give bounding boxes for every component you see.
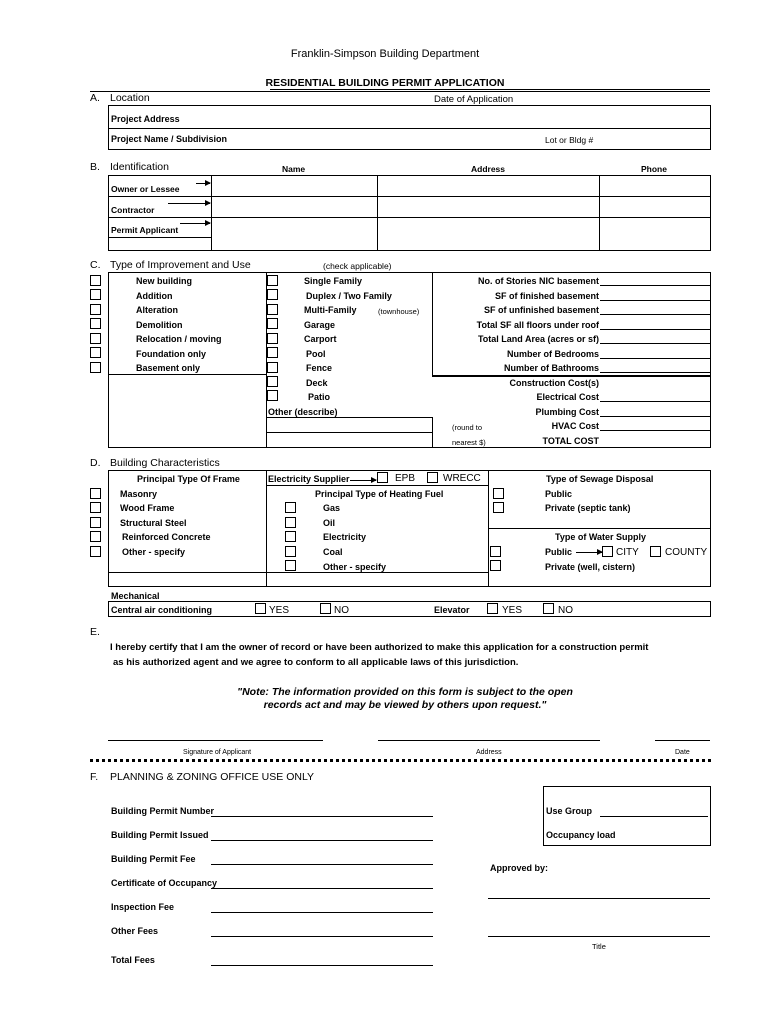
total-fees-field[interactable]: [211, 965, 433, 966]
id-label-rule-1: [108, 196, 211, 197]
electricity-supplier-label: Electricity Supplier: [268, 474, 350, 484]
garage-checkbox[interactable]: [267, 318, 278, 329]
project-name-label: Project Name / Subdivision: [111, 134, 228, 144]
coal-checkbox[interactable]: [285, 546, 296, 557]
central-air-label: Central air conditioning: [111, 605, 213, 615]
wood-frame-checkbox[interactable]: [90, 502, 101, 513]
patio-checkbox[interactable]: [267, 390, 278, 401]
section-d-title: Building Characteristics: [110, 457, 220, 469]
sewage-public-checkbox[interactable]: [493, 488, 504, 499]
inspection-fee-label: Inspection Fee: [111, 902, 175, 912]
other-row-2: [266, 432, 433, 433]
land-area-field[interactable]: [600, 343, 710, 344]
frame-other-checkbox[interactable]: [90, 546, 101, 557]
contractor-arrow-icon: [168, 203, 210, 204]
id-col-2: [377, 175, 378, 251]
permit-number-field[interactable]: [211, 816, 433, 817]
permit-fee-field[interactable]: [211, 864, 433, 865]
relocation-label: Relocation / moving: [136, 334, 222, 344]
multi-family-checkbox[interactable]: [267, 304, 278, 315]
pool-checkbox[interactable]: [267, 347, 278, 358]
air-yes-checkbox[interactable]: [255, 603, 266, 614]
wrecc-label: WRECC: [443, 473, 481, 484]
masonry-checkbox[interactable]: [90, 488, 101, 499]
signer-address-field[interactable]: [378, 740, 600, 741]
signature-field[interactable]: [108, 740, 323, 741]
construction-cost-label: Construction Cost(s): [509, 378, 599, 388]
epb-checkbox[interactable]: [377, 472, 388, 483]
wrecc-checkbox[interactable]: [427, 472, 438, 483]
county-label: COUNTY: [665, 547, 708, 558]
water-private-label: Private (well, cistern): [545, 562, 636, 572]
owner-arrow-icon: [196, 183, 210, 184]
check-applicable-note: (check applicable): [323, 261, 392, 271]
nearest-note: nearest $): [452, 438, 486, 447]
contractor-label: Contractor: [111, 205, 155, 215]
demolition-label: Demolition: [136, 320, 183, 330]
county-checkbox[interactable]: [650, 546, 661, 557]
relocation-checkbox[interactable]: [90, 333, 101, 344]
mechanical-label: Mechanical: [111, 591, 160, 601]
permit-issued-label: Building Permit Issued: [111, 830, 209, 840]
col-name-header: Name: [282, 164, 306, 174]
single-family-checkbox[interactable]: [267, 275, 278, 286]
alteration-label: Alteration: [136, 305, 179, 315]
title-rule: [270, 89, 710, 90]
owner-label: Owner or Lessee: [111, 184, 180, 194]
basement-rule: [108, 374, 266, 375]
bathrooms-label: Number of Bathrooms: [503, 363, 599, 373]
frame-other-rule: [108, 572, 266, 573]
certificate-label: Certificate of Occupancy: [111, 878, 218, 888]
frame-other-label: Other - specify: [122, 547, 186, 557]
bathrooms-field[interactable]: [600, 372, 710, 373]
note-line-1: "Note: The information provided on this form is subject to the open: [237, 686, 573, 698]
concrete-label: Reinforced Concrete: [122, 532, 211, 542]
gas-label: Gas: [323, 503, 341, 513]
other-describe-label: Other (describe): [268, 407, 338, 417]
steel-checkbox[interactable]: [90, 517, 101, 528]
sewage-public-label: Public: [545, 489, 573, 499]
project-address-label: Project Address: [111, 114, 180, 124]
unfinished-basement-label: SF of unfinished basement: [483, 305, 599, 315]
foundation-checkbox[interactable]: [90, 347, 101, 358]
air-yes-label: YES: [269, 605, 290, 616]
sewage-water-divider: [488, 528, 711, 529]
certification-line-2: as his authorized agent and we agree to conform to all applicable laws of this jurisdiction.: [113, 657, 519, 668]
title-caption: Title: [592, 942, 606, 951]
townhouse-note: (townhouse): [378, 307, 420, 316]
permit-fee-label: Building Permit Fee: [111, 854, 196, 864]
section-b-title: Identification: [110, 161, 169, 173]
patio-label: Patio: [308, 392, 331, 402]
single-family-label: Single Family: [304, 276, 363, 286]
city-checkbox[interactable]: [602, 546, 613, 557]
duplex-label: Duplex / Two Family: [306, 291, 392, 301]
air-no-label: NO: [334, 605, 349, 616]
duplex-checkbox[interactable]: [267, 289, 278, 300]
signature-caption: Signature of Applicant: [183, 749, 252, 756]
epb-label: EPB: [395, 473, 416, 484]
sewage-title: Type of Sewage Disposal: [546, 474, 654, 484]
demolition-checkbox[interactable]: [90, 318, 101, 329]
date-of-application-label: Date of Application: [434, 94, 514, 105]
applicant-arrow-icon: [180, 223, 210, 224]
section-c-letter: C.: [90, 259, 101, 271]
id-col-3: [599, 175, 600, 251]
water-title: Type of Water Supply: [555, 532, 647, 542]
stories-field[interactable]: [600, 285, 710, 286]
electrical-cost-field[interactable]: [600, 401, 710, 402]
total-cost-label: TOTAL COST: [542, 436, 599, 446]
elevator-yes-label: YES: [502, 605, 523, 616]
water-private-checkbox[interactable]: [490, 560, 501, 571]
form-title: RESIDENTIAL BUILDING PERMIT APPLICATION: [265, 77, 505, 89]
applicant-label: Permit Applicant: [111, 225, 179, 235]
fence-checkbox[interactable]: [267, 362, 278, 373]
permit-number-label: Building Permit Number: [111, 806, 215, 816]
total-sf-field[interactable]: [600, 329, 710, 330]
signature-date-field[interactable]: [655, 740, 710, 741]
section-e-letter: E.: [90, 626, 100, 638]
other-fees-field[interactable]: [211, 936, 433, 937]
basement-label: Basement only: [136, 363, 201, 373]
col-phone-header: Phone: [641, 164, 667, 174]
electricity-label: Electricity: [323, 532, 367, 542]
section-f-title: PLANNING & ZONING OFFICE USE ONLY: [110, 771, 315, 783]
date-caption: Date: [675, 749, 690, 756]
coal-label: Coal: [323, 547, 343, 557]
inspection-fee-field[interactable]: [211, 912, 433, 913]
bedrooms-field[interactable]: [600, 358, 710, 359]
finished-basement-field[interactable]: [600, 300, 710, 301]
electricity-checkbox[interactable]: [285, 531, 296, 542]
elevator-no-label: NO: [558, 605, 573, 616]
steel-label: Structural Steel: [120, 518, 187, 528]
supplier-arrow-icon: [350, 480, 376, 481]
garage-label: Garage: [304, 320, 336, 330]
section-b-letter: B.: [90, 161, 100, 173]
round-to-note: (round to: [452, 423, 483, 432]
approved-by-field[interactable]: [488, 898, 710, 899]
section-c-title: Type of Improvement and Use: [110, 259, 251, 271]
concrete-checkbox[interactable]: [90, 531, 101, 542]
section-a-title: Location: [110, 92, 150, 104]
certificate-field[interactable]: [211, 888, 433, 889]
id-row-2: [211, 217, 711, 218]
total-fees-label: Total Fees: [111, 955, 155, 965]
basement-checkbox[interactable]: [90, 362, 101, 373]
location-divider: [108, 128, 711, 129]
section-f-letter: F.: [90, 771, 99, 783]
address-caption: Address: [476, 749, 502, 756]
new-building-checkbox[interactable]: [90, 275, 101, 286]
section-d-letter: D.: [90, 457, 101, 469]
hvac-cost-label: HVAC Cost: [551, 421, 599, 431]
water-arrow-icon: [576, 552, 602, 553]
elevator-no-checkbox[interactable]: [543, 603, 554, 614]
col-address-header: Address: [471, 164, 506, 174]
department-name: Franklin-Simpson Building Department: [290, 48, 480, 60]
lot-label: Lot or Bldg #: [545, 135, 594, 145]
id-label-rule-3: [108, 237, 211, 238]
certification-line-1: I hereby certify that I am the owner of record or have been authorized to make this application for a construction permit: [110, 642, 649, 653]
id-label-rule-2: [108, 217, 211, 218]
air-no-checkbox[interactable]: [320, 603, 331, 614]
deck-label: Deck: [306, 378, 328, 388]
char-col-1: [266, 470, 267, 587]
stories-label: No. of Stories NIC basement: [477, 276, 599, 286]
fence-label: Fence: [306, 363, 333, 373]
finished-basement-label: SF of finished basement: [494, 291, 599, 301]
bedrooms-label: Number of Bedrooms: [506, 349, 599, 359]
use-group-label: Use Group: [546, 806, 593, 816]
fuel-other-label: Other - specify: [323, 562, 387, 572]
elevator-yes-checkbox[interactable]: [487, 603, 498, 614]
deck-checkbox[interactable]: [267, 376, 278, 387]
improvement-box: [108, 272, 711, 448]
title-field[interactable]: [488, 936, 710, 937]
id-row-1: [211, 196, 711, 197]
oil-label: Oil: [323, 518, 336, 528]
frame-title: Principal Type Of Frame: [137, 474, 240, 484]
identification-box: [108, 175, 711, 251]
star-separator: [90, 759, 711, 762]
foundation-label: Foundation only: [136, 349, 206, 359]
carport-checkbox[interactable]: [267, 333, 278, 344]
other-fees-label: Other Fees: [111, 926, 159, 936]
fuel-other-checkbox[interactable]: [285, 560, 296, 571]
wood-frame-label: Wood Frame: [120, 503, 175, 513]
septic-checkbox[interactable]: [493, 502, 504, 513]
gas-checkbox[interactable]: [285, 502, 296, 513]
water-public-checkbox[interactable]: [490, 546, 501, 557]
occupancy-label: Occupancy load: [546, 830, 616, 840]
section-a-letter: A.: [90, 92, 100, 104]
electrical-cost-label: Electrical Cost: [536, 392, 599, 402]
hvac-cost-field[interactable]: [600, 430, 710, 431]
unfinished-basement-field[interactable]: [600, 314, 710, 315]
use-group-field[interactable]: [600, 816, 708, 817]
plumbing-cost-field[interactable]: [600, 416, 710, 417]
elevator-label: Elevator: [434, 605, 470, 615]
addition-checkbox[interactable]: [90, 289, 101, 300]
approved-by-label: Approved by:: [490, 863, 549, 873]
land-area-label: Total Land Area (acres or sf): [477, 334, 599, 344]
id-col-1: [211, 175, 212, 251]
water-public-label: Public: [545, 547, 573, 557]
carport-label: Carport: [304, 334, 337, 344]
plumbing-cost-label: Plumbing Cost: [535, 407, 599, 417]
city-label: CITY: [616, 547, 639, 558]
new-building-label: New building: [136, 276, 192, 286]
multi-family-label: Multi-Family: [304, 305, 357, 315]
header-rule: [90, 91, 710, 92]
masonry-label: Masonry: [120, 489, 158, 499]
stats-costs-divider: [432, 375, 711, 377]
total-sf-label: Total SF all floors under roof: [476, 320, 599, 330]
supplier-rule: [266, 485, 488, 486]
note-line-2: records act and may be viewed by others upon request.": [263, 699, 547, 711]
septic-label: Private (septic tank): [545, 503, 631, 513]
oil-checkbox[interactable]: [285, 517, 296, 528]
pool-label: Pool: [306, 349, 326, 359]
heating-title: Principal Type of Heating Fuel: [315, 489, 444, 499]
alteration-checkbox[interactable]: [90, 304, 101, 315]
addition-label: Addition: [136, 291, 173, 301]
permit-issued-field[interactable]: [211, 840, 433, 841]
